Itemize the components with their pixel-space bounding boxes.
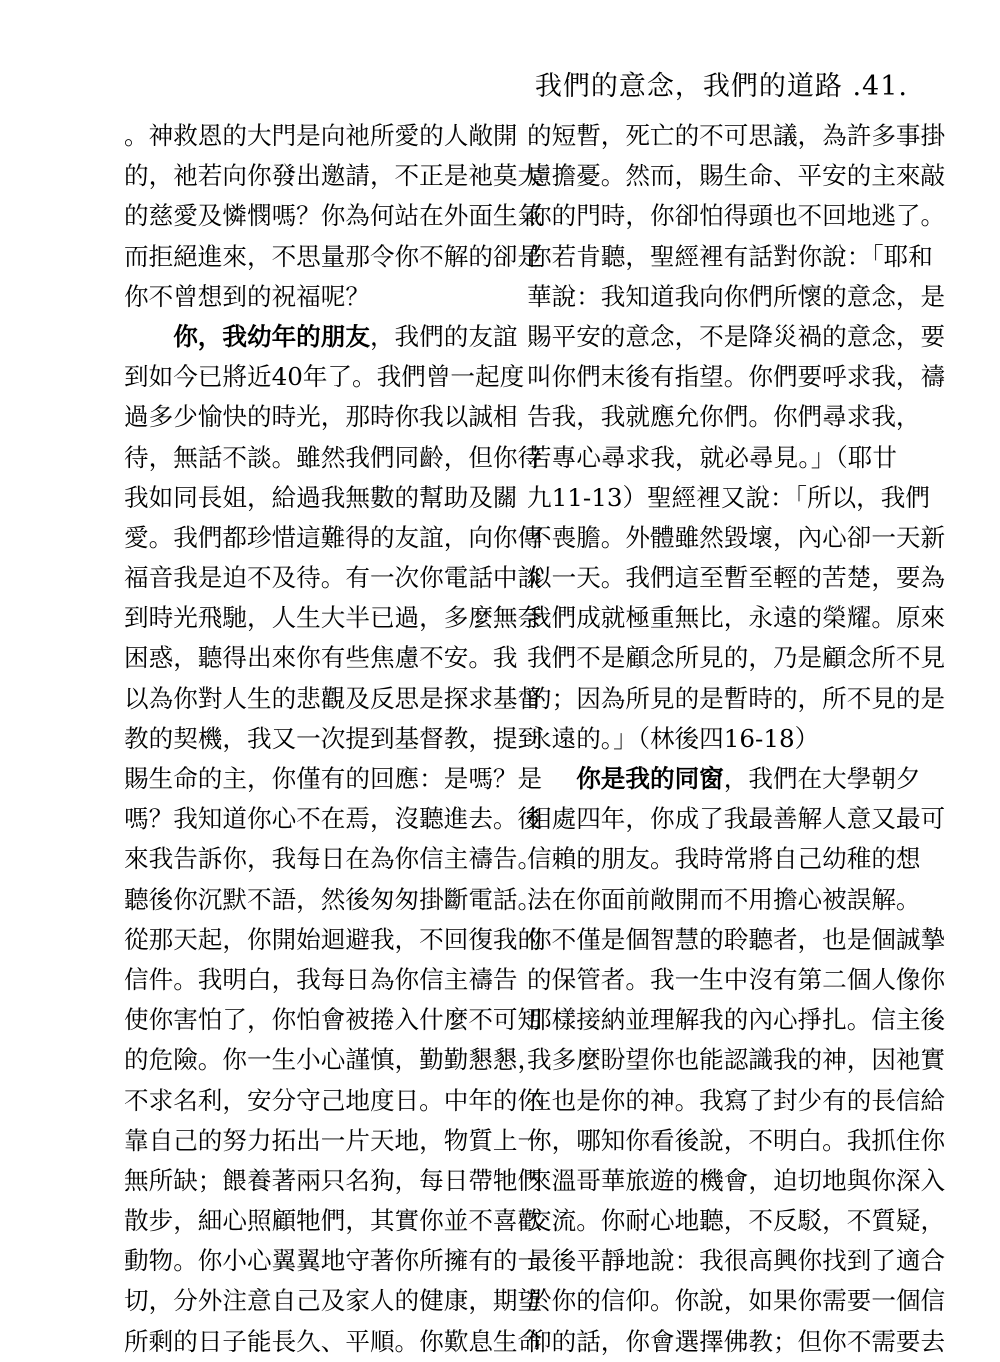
text-line: [527, 438, 897, 478]
line-text: 困惑，聽得出來你有些焦慮不安。我: [124, 643, 518, 673]
line-text: 到如今已將近40年了。我們曾一起度: [124, 362, 525, 392]
line-text: 賜生命的主，你僅有的回應：是嗎？是: [124, 764, 543, 793]
line-text: 的，祂若向你發出邀請，不正是祂莫大: [124, 161, 543, 191]
line-text: 慮擔憂。然而，賜生命、平安的主來敲: [527, 161, 946, 191]
line-text: 你若肯聽，聖經裡有話對你說：「耶和: [527, 241, 933, 271]
text-line: [527, 839, 921, 879]
text-line: [527, 357, 946, 397]
line-text: 在也是你的神。我寫了封少有的長信給: [527, 1085, 946, 1115]
line-text: 教的契機，我又一次提到基督教，提到: [124, 723, 543, 753]
line-text: 從那天起，你開始迴避我，不回復我的: [124, 924, 543, 954]
line-text: 似一天。我們這至暫至輕的苦楚，要為: [527, 563, 946, 593]
text-line: [124, 799, 543, 839]
text-line: [124, 196, 543, 236]
text-line: [527, 317, 946, 357]
text-line: [124, 679, 543, 719]
text-line: [124, 397, 518, 437]
line-text: 華說：我知道我向你們所懷的意念，是: [527, 281, 946, 311]
line-text: 的保管者。我一生中沒有第二個人像你: [527, 964, 946, 994]
text-line: [527, 558, 946, 598]
line-text: 動物。你小心翼翼地守著你所擁有的一: [124, 1246, 543, 1276]
line-text: 仰的話，你會選擇佛教；但你不需要去: [527, 1326, 946, 1356]
line-text: 我多麼盼望你也能認識我的神，因祂實: [527, 1045, 946, 1075]
line-text: 交流。你耐心地聽，不反駁，不質疑，: [527, 1206, 946, 1236]
text-line: [527, 1040, 946, 1080]
text-line: [124, 518, 543, 558]
text-line: [527, 116, 946, 156]
text-line: [527, 799, 946, 839]
text-line: [124, 1121, 543, 1161]
line-text: 的危險。你一生小心謹慎，勤勤懇懇，: [124, 1045, 543, 1075]
line-text: 的短暫，死亡的不可思議，為許多事掛: [527, 121, 946, 150]
text-line: [124, 920, 543, 960]
text-line: [124, 1201, 543, 1241]
line-text: 福音我是迫不及待。有一次你電話中談: [124, 563, 543, 593]
text-line: [124, 1322, 543, 1362]
text-line: [527, 1322, 946, 1362]
line-text: 待，無話不談。雖然我們同齡，但你待: [124, 442, 543, 472]
text-line: [124, 156, 543, 196]
text-line: [124, 1281, 543, 1321]
line-text: ，我們的友誼: [369, 321, 518, 351]
line-text: 你的門時，你卻怕得頭也不回地逃了。: [527, 201, 946, 231]
line-text: 而拒絕進來，不思量那令你不解的卻是: [124, 241, 543, 271]
text-line: [124, 759, 543, 799]
line-text: 靠自己的努力拓出一片天地，物質上一: [124, 1125, 543, 1155]
text-line: [527, 277, 946, 317]
line-text: 所剩的日子能長久、平順。你歎息生命: [124, 1326, 543, 1356]
text-line: [527, 1201, 946, 1241]
line-text: 到時光飛馳，人生大半已過，多麼無奈: [124, 603, 543, 633]
line-text: 信賴的朋友。我時常將自己幼稚的想: [527, 844, 921, 874]
text-line: [527, 1281, 946, 1321]
line-text: 愛。我們都珍惜這難得的友誼，向你傳: [124, 522, 543, 552]
line-text: 叫你們末後有指望。你們要呼求我，禱: [527, 362, 946, 392]
text-line: [527, 880, 921, 920]
text-line: [124, 478, 518, 518]
text-line: [124, 277, 494, 317]
section-lead: 你，我幼年的朋友: [173, 321, 370, 351]
line-text: 。神救恩的大門是向祂所愛的人敞開: [124, 121, 518, 150]
line-text: 不喪膽。外體雖然毀壞，內心卻一天新: [527, 522, 946, 552]
line-text: 若專心尋求我，就必尋見。」（耶廿: [527, 442, 897, 472]
text-line: [124, 598, 543, 638]
line-text: 我們成就極重無比，永遠的榮耀。原來: [527, 603, 946, 633]
text-line: [527, 598, 946, 638]
text-line: [527, 638, 946, 678]
line-text: 的慈愛及憐憫嗎？你為何站在外面生氣: [124, 201, 543, 231]
text-line: [124, 1241, 543, 1281]
left-column: [124, 116, 543, 1362]
line-text: ，我們在大學朝夕: [723, 764, 921, 793]
page-number: .41.: [852, 71, 908, 102]
text-line: [527, 1161, 946, 1201]
line-text: 散步，細心照顧牠們，其實你並不喜歡: [124, 1206, 543, 1236]
text-line: [124, 1081, 543, 1121]
text-line: [527, 920, 946, 960]
text-line: [527, 237, 933, 277]
line-text: 聽後你沉默不語，然後匆匆掛斷電話。: [124, 884, 543, 914]
line-text: 無所缺；餵養著兩只名狗，每日帶牠們: [124, 1165, 543, 1195]
text-line: [527, 196, 946, 236]
line-text: 過多少愉快的時光，那時你我以誠相: [124, 402, 518, 432]
section-lead: 你是我的同窗: [576, 764, 724, 793]
text-line: [527, 719, 897, 759]
line-text: 告我，我就應允你們。你們尋求我，: [527, 402, 921, 432]
text-line: [124, 116, 518, 156]
line-text: 你，哪知你看後說，不明白。我抓住你: [527, 1125, 946, 1155]
line-text: 相處四年，你成了我最善解人意又最可: [527, 804, 946, 834]
line-text: 的；因為所見的是暫時的，所不見的是: [527, 683, 946, 713]
text-line: [124, 1000, 543, 1040]
line-text: 你不僅是個智慧的聆聽者，也是個誠摯: [527, 924, 946, 954]
line-text: 嗎？我知道你心不在焉，沒聽進去。後: [124, 804, 543, 834]
text-line: [527, 1121, 946, 1161]
line-text: 九11-13）聖經裡又說：「所以，我們: [527, 482, 930, 512]
text-line: [527, 1241, 946, 1281]
line-text: 永遠的。」（林後四16-18）: [527, 723, 820, 753]
page-header: [535, 64, 908, 103]
line-text: 賜平安的意念，不是降災禍的意念，要: [527, 321, 946, 351]
text-line: [527, 759, 921, 799]
line-text: 我們不是顧念所見的，乃是顧念所不見: [527, 643, 946, 673]
line-text: 於你的信仰。你說，如果你需要一個信: [527, 1286, 946, 1316]
line-text: 來溫哥華旅遊的機會，迫切地與你深入: [527, 1165, 946, 1195]
line-text: 最後平靜地說：我很高興你找到了適合: [527, 1246, 946, 1276]
line-text: 不求名利，安分守己地度日。中年的你: [124, 1085, 543, 1115]
text-line: [527, 397, 921, 437]
line-text: 那樣接納並理解我的內心掙扎。信主後: [527, 1005, 946, 1035]
line-text: 法在你面前敞開而不用擔心被誤解。: [527, 884, 921, 914]
text-line: [527, 478, 930, 518]
line-text: 來我告訴你，我每日在為你信主禱告。: [124, 844, 543, 874]
text-line: [124, 839, 543, 879]
line-text: 信件。我明白，我每日為你信主禱告: [124, 964, 518, 994]
text-line: [124, 558, 543, 598]
text-line: [527, 679, 946, 719]
text-line: [124, 1040, 543, 1080]
text-line: [527, 1081, 946, 1121]
text-line: [124, 438, 543, 478]
text-line: [124, 357, 525, 397]
text-line: [124, 317, 518, 357]
right-column: [527, 116, 946, 1362]
line-text: 切，分外注意自己及家人的健康，期望: [124, 1286, 543, 1316]
line-text: 你不曾想到的祝福呢？: [124, 281, 370, 311]
text-line: [124, 880, 543, 920]
text-line: [124, 1161, 543, 1201]
text-line: [527, 1000, 946, 1040]
text-line: [124, 638, 518, 678]
text-line: [124, 960, 518, 1000]
line-text: 我如同長姐，給過我無數的幫助及關: [124, 482, 518, 512]
text-line: [527, 960, 946, 1000]
text-line: [124, 237, 543, 277]
text-line: [527, 518, 946, 558]
line-text: 以為你對人生的悲觀及反思是探求基督: [124, 683, 543, 713]
text-line: [124, 719, 543, 759]
line-text: 使你害怕了，你怕會被捲入什麼不可知: [124, 1005, 543, 1035]
running-title: 我們的意念，我們的道路: [534, 71, 843, 102]
text-line: [527, 156, 946, 196]
